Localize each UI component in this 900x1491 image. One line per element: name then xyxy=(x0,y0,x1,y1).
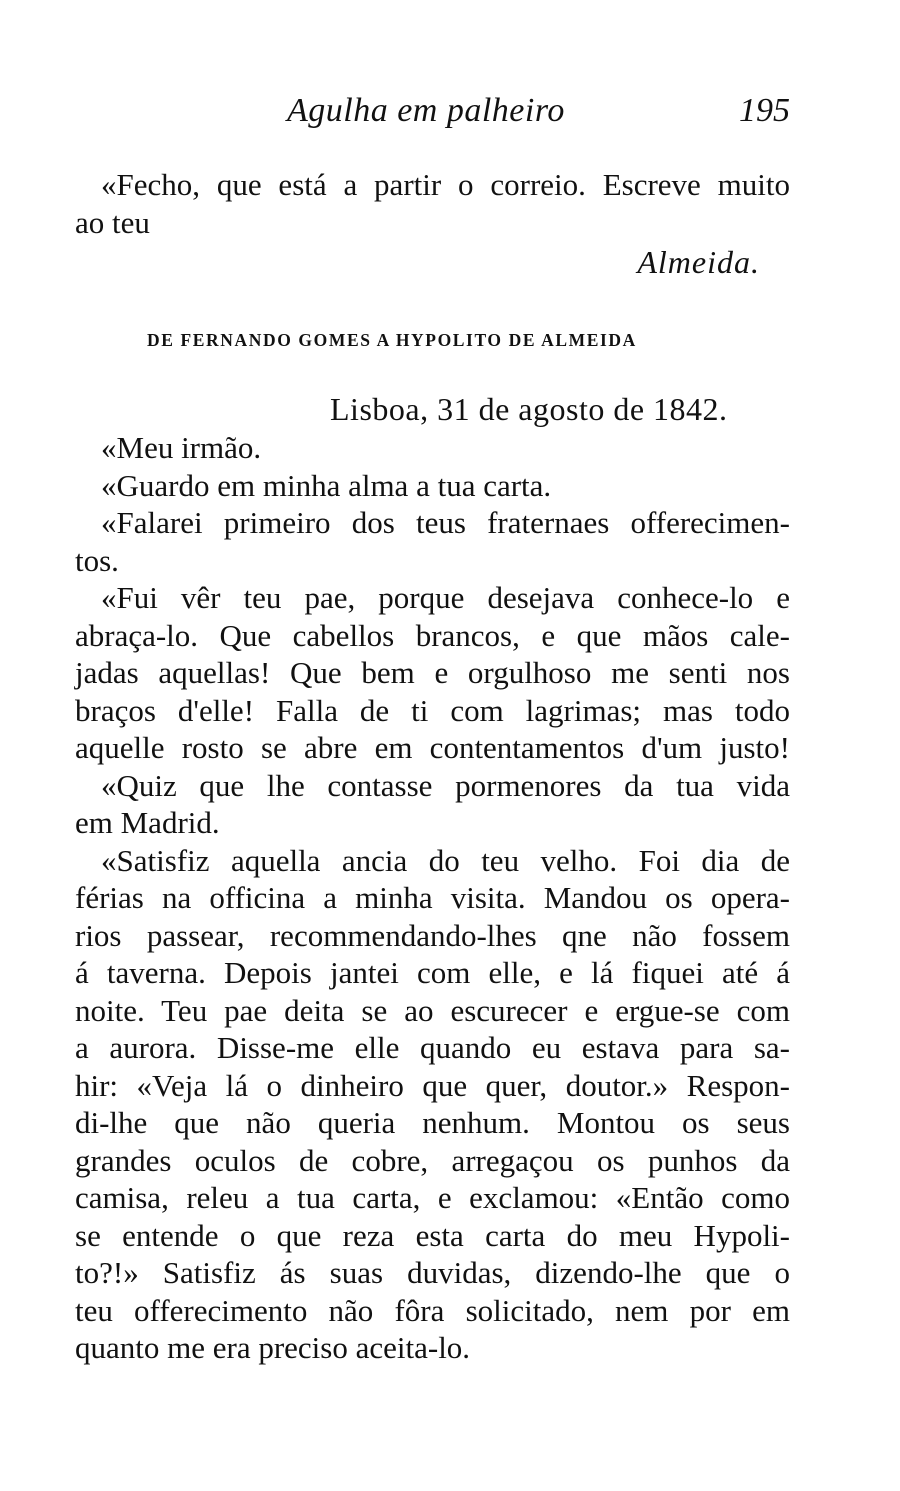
dateline: Lisboa, 31 de agosto de 1842. xyxy=(330,391,728,427)
section-heading: DE FERNANDO GOMES A HYPOLITO DE ALMEIDA xyxy=(147,330,637,350)
letter-body xyxy=(75,429,790,1367)
paragraph-start: «Satisfiz aquella ancia do teu velho. Foi dia de xyxy=(101,842,790,878)
text-line: rios passear, recommendando-lhes qne não fossem xyxy=(75,917,790,953)
text-line: tos. xyxy=(75,542,119,578)
text-line: «Fecho, que está a partir o correio. Escreve muito xyxy=(101,167,790,202)
text-line: quanto me era preciso aceita-lo. xyxy=(75,1330,471,1365)
running-title: Agulha em palheiro xyxy=(287,92,565,129)
text-line: se entende o que reza esta carta do meu Hypoli- xyxy=(75,1217,790,1253)
text-line: abraça-lo. Que cabellos brancos, e que mãos cale- xyxy=(75,617,790,653)
paragraph-start: «Fui vêr teu pae, porque desejava conhece-lo e xyxy=(101,580,790,615)
text-line: camisa, releu a tua carta, e exclamou: «Então como xyxy=(75,1180,790,1215)
text-line: em Madrid. xyxy=(75,805,220,840)
text-line: férias na officina a minha visita. Mandou os opera- xyxy=(75,880,790,915)
text-line: teu offerecimento não fôra solicitado, nem por em xyxy=(75,1292,790,1328)
signature: Almeida. xyxy=(637,244,760,280)
text-line: hir: «Veja lá o dinheiro que quer, doutor.» Respon- xyxy=(75,1067,790,1103)
paragraph-start: «Meu irmão. xyxy=(101,430,262,465)
text-line: to?!» Satisfiz ás suas duvidas, dizendo-lhe que o xyxy=(75,1255,790,1290)
page-number: 195 xyxy=(739,92,790,129)
text-line: aquelle rosto se abre em contentamentos d'um justo! xyxy=(75,730,790,765)
running-header xyxy=(75,92,790,136)
text-line: ao teu xyxy=(75,204,150,240)
text-line: di-lhe que não queria nenhum. Montou os seus xyxy=(75,1105,790,1140)
paragraph-start: «Quiz que lhe contasse pormenores da tua vida xyxy=(101,767,790,803)
text-line: braços d'elle! Falla de ti com lagrimas; mas todo xyxy=(75,692,790,728)
text-line: á taverna. Depois jantei com elle, e lá fiquei até á xyxy=(75,955,790,990)
paragraph-start: «Falarei primeiro dos teus fraternaes offerecimen- xyxy=(101,505,790,540)
text-line: grandes oculos de cobre, arregaçou os punhos da xyxy=(75,1142,790,1178)
paragraph-start: «Guardo em minha alma a tua carta. xyxy=(101,467,552,503)
text-line: a aurora. Disse-me elle quando eu estava para sa- xyxy=(75,1030,790,1065)
text-line: jadas aquellas! Que bem e orgulhoso me senti nos xyxy=(75,655,790,690)
letter-closing xyxy=(75,166,790,241)
text-line: noite. Teu pae deita se ao escurecer e ergue-se com xyxy=(75,992,790,1028)
